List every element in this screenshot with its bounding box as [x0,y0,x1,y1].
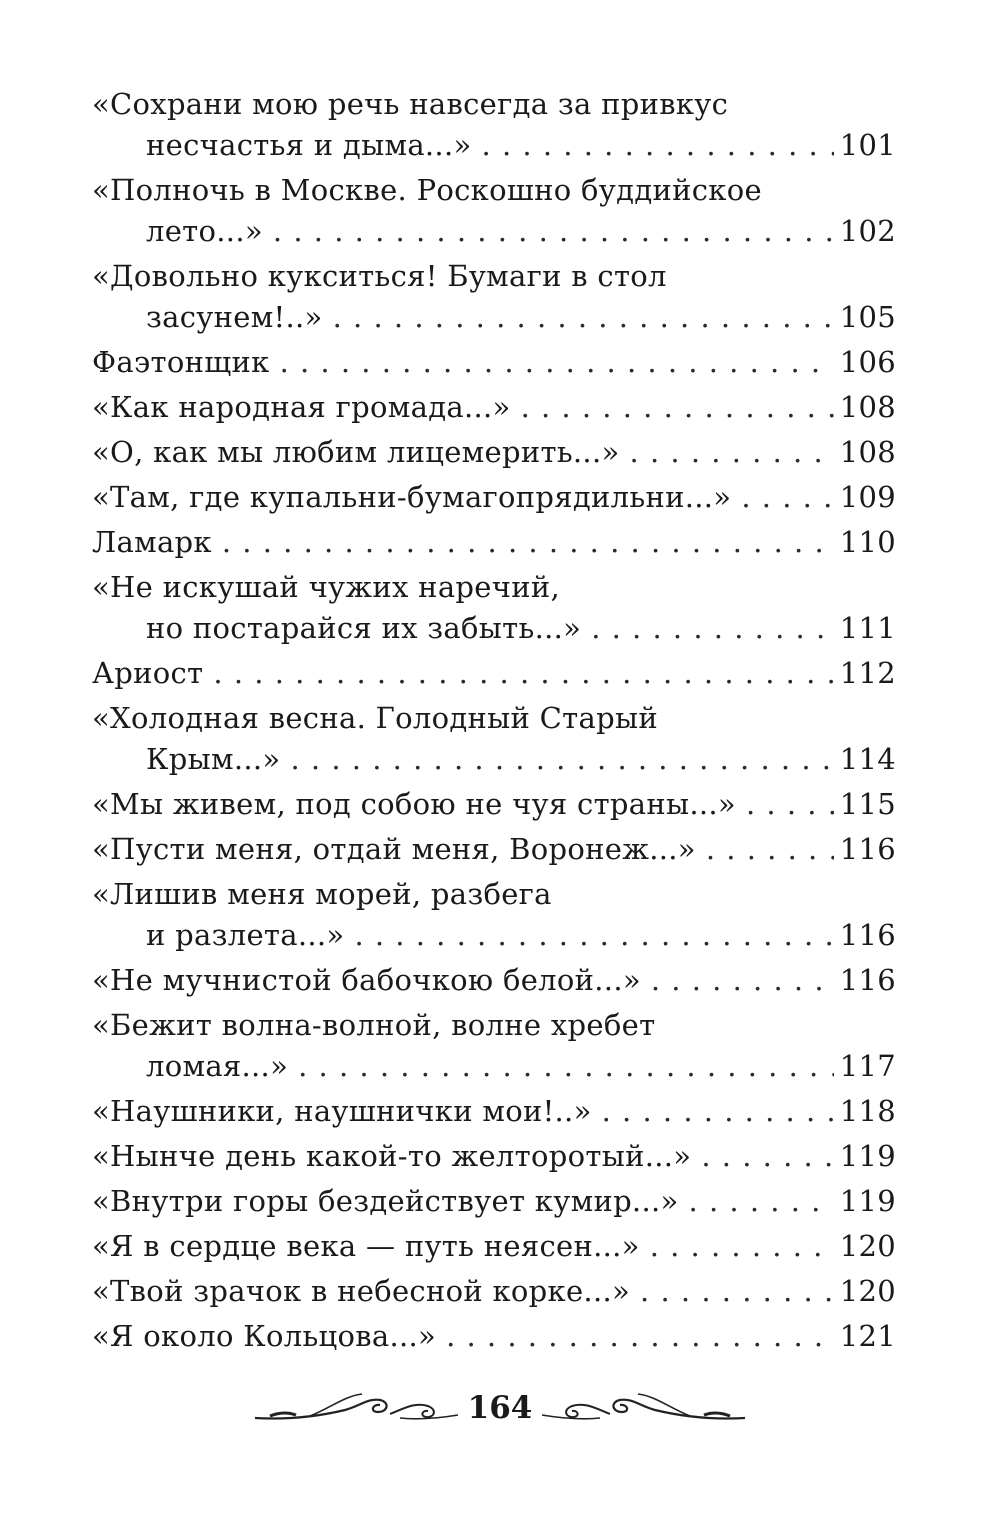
toc-entry [92,960,896,1001]
dot-leader [640,1271,834,1312]
toc-entry-title: Ламарк [92,525,212,559]
toc-entry-title: но постарайся их забыть...» [146,611,582,645]
page-number: 164 [464,1390,537,1426]
toc-page-number: 105 [839,300,896,334]
toc-entry-row [92,739,896,780]
toc-entry [92,698,896,780]
toc-entry [92,256,896,338]
toc-entry-title-line: «Полночь в Москве. Роскошно буддийское [92,173,762,207]
toc-entry-title-line: «Лишив меня морей, разбега [92,877,552,911]
toc-entry [92,829,896,870]
toc-entry-row [92,342,896,383]
toc-entry-row [92,915,896,956]
toc-entry-title-line: «Довольно кукситься! Бумаги в стол [92,259,667,293]
toc-entry-title: Фаэтонщик [92,345,270,379]
dot-leader [701,1136,833,1177]
toc-entry [92,874,896,956]
toc-entry-title: «Наушники, наушнички мои!..» [92,1094,592,1128]
dot-leader [446,1316,834,1357]
toc-entry [92,653,896,694]
toc-page-number: 116 [839,832,896,866]
toc-entry-title: «Пусти меня, отдай меня, Воронеж...» [92,832,696,866]
dot-leader [213,653,833,694]
toc-entry-title: «Там, где купальни-бумагопрядильни...» [92,480,732,514]
toc-entry-row [92,829,896,870]
toc-entry-row [92,477,896,518]
toc-entry [92,1181,896,1222]
toc-entry-title: лето...» [146,214,263,248]
toc-entry-row [92,1271,896,1312]
dot-leader [354,915,833,956]
toc-entry-title: «Нынче день какой-то желторотый...» [92,1139,692,1173]
toc-page-number: 116 [839,918,896,952]
toc-entry [92,522,896,563]
toc-entry-row [92,1226,896,1267]
toc-entry-title-line: «Бежит волна-волной, волне хребет [92,1008,656,1042]
toc-entry-title-line: «Холодная весна. Голодный Старый [92,701,658,735]
toc-entry-title: «О, как мы любим лицемерить...» [92,435,620,469]
toc-page-number: 106 [839,345,896,379]
flourish-ornament-icon [540,1388,750,1428]
toc-entry-title: ломая...» [146,1049,289,1083]
toc-entry [92,1136,896,1177]
toc-page-number: 119 [839,1184,896,1218]
dot-leader [298,1046,834,1087]
dot-leader [630,432,834,473]
toc-entry-row [92,1181,896,1222]
toc-page-number: 121 [839,1319,896,1353]
toc-entry-title-line: «Сохрани мою речь навсегда за привкус [92,87,729,121]
toc-page-number: 108 [839,435,896,469]
toc-page-number: 116 [839,963,896,997]
toc-page-number: 101 [839,128,896,162]
toc-entry-title: и разлета...» [146,918,345,952]
dot-leader [222,522,834,563]
toc-entry [92,1316,896,1357]
toc-page-number: 112 [839,656,896,690]
toc-page-number: 109 [839,480,896,514]
toc-entry-row [92,1046,896,1087]
toc-page-number: 110 [839,525,896,559]
toc-entry-row [92,125,896,166]
toc-entry-title: «Как народная громада...» [92,390,511,424]
toc-entry-row [92,211,896,252]
toc-entry-row [92,1136,896,1177]
dot-leader [591,608,834,649]
toc-entry [92,1091,896,1132]
toc-entry-title: засунем!..» [146,300,323,334]
toc-entry-row [92,653,896,694]
toc-page-number: 117 [839,1049,896,1083]
toc-entry-row [92,522,896,563]
dot-leader [651,960,834,1001]
toc-entry [92,784,896,825]
toc-entry-row [92,608,896,649]
toc-entry-title-line: «Не искушай чужих наречий, [92,570,560,604]
toc-entry-title: «Не мучнистой бабочкою белой...» [92,963,641,997]
toc-entry-row [92,960,896,1001]
toc-page-number: 119 [839,1139,896,1173]
toc-entry-row [92,1316,896,1357]
flourish-ornament-icon [250,1388,460,1428]
toc-entry [92,1005,896,1087]
toc-entry [92,1226,896,1267]
dot-leader [280,342,834,383]
dot-leader [706,829,834,870]
dot-leader [650,1226,834,1267]
dot-leader [273,211,834,252]
toc-entry-title: Ариост [92,656,204,690]
toc-entry-row [92,1091,896,1132]
dot-leader [482,125,834,166]
toc-entry [92,432,896,473]
dot-leader [521,387,834,428]
toc-entry-title: Крым...» [146,742,281,776]
toc-page-number: 120 [839,1274,896,1308]
toc-entry [92,387,896,428]
toc-entry [92,170,896,252]
toc-entry-title: «Мы живем, под собою не чуя страны...» [92,787,736,821]
toc-page-number: 102 [839,214,896,248]
toc-entry-row [92,784,896,825]
toc-entry-row [92,387,896,428]
toc-entry [92,567,896,649]
toc-entry [92,342,896,383]
toc-entry [92,1271,896,1312]
dot-leader [602,1091,834,1132]
page-footer [250,1378,750,1438]
toc-entry-title: «Я в сердце века — путь неясен...» [92,1229,640,1263]
toc-entry-title: несчастья и дыма...» [146,128,472,162]
toc-entry-row [92,297,896,338]
dot-leader [741,477,833,518]
toc-entry-row [92,432,896,473]
toc-page-number: 118 [839,1094,896,1128]
toc-entry-title: «Внутри горы бездействует кумир...» [92,1184,679,1218]
toc-page-number: 115 [839,787,896,821]
toc-entry-title: «Твой зрачок в небесной корке...» [92,1274,631,1308]
table-of-contents [92,84,896,1361]
toc-page-number: 114 [839,742,896,776]
toc-entry [92,477,896,518]
toc-entry [92,84,896,166]
toc-page-number: 108 [839,390,896,424]
dot-leader [746,784,834,825]
dot-leader [689,1181,834,1222]
toc-page-number: 120 [839,1229,896,1263]
toc-page-number: 111 [839,611,896,645]
dot-leader [333,297,834,338]
toc-entry-title: «Я около Кольцова...» [92,1319,437,1353]
dot-leader [290,739,833,780]
